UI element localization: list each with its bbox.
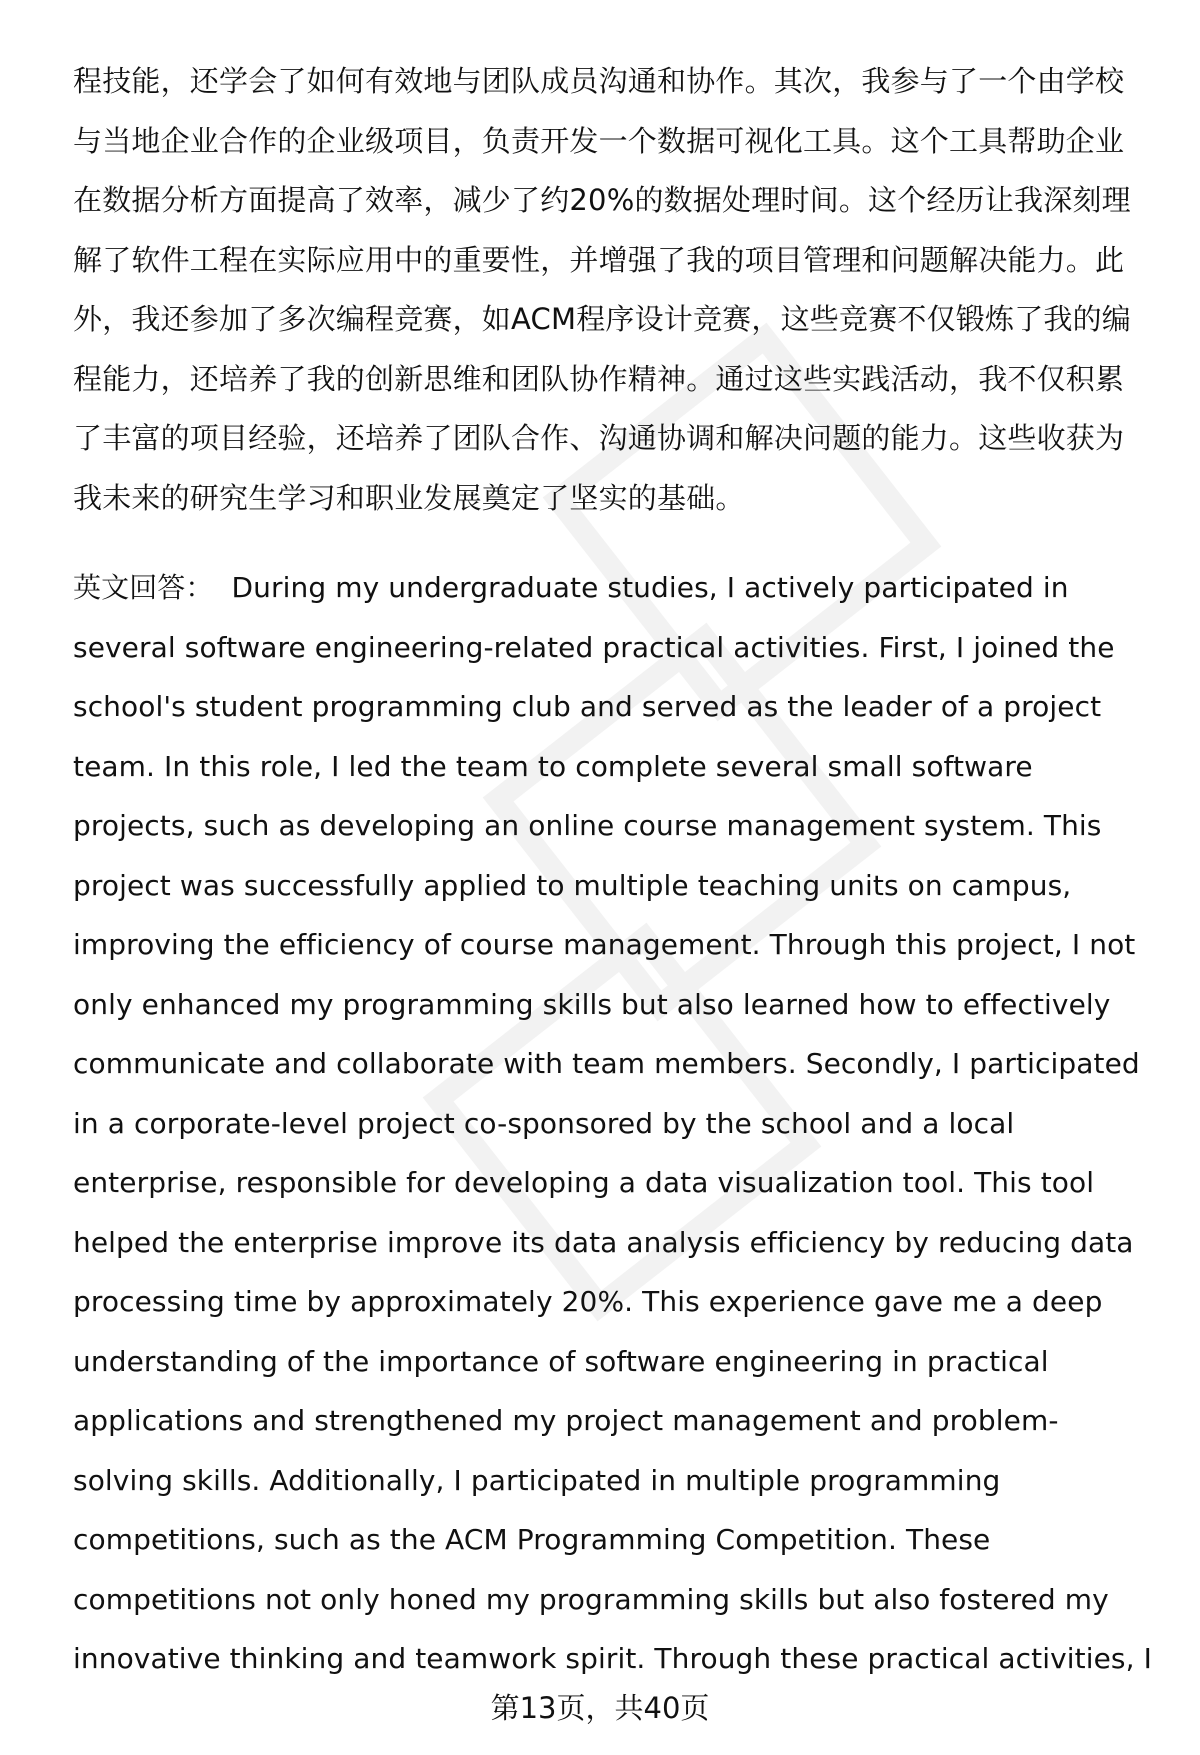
english-answer-paragraph (73, 558, 1153, 1689)
english-paragraph-text: During my undergraduate studies, I actively participated in several software engineering-related practical activities. First, I joined the school's student programming club and served as the leader of a project team. In this role, I led the team to complete several small software projects, such as developing an online course management system. This project was successfully applied to multiple teaching units on campus, improving the efficiency of course management. Through this project, I not only enhanced my programming skills but also learned how to effectively communicate and collaborate with team members. Secondly, I participated in a corporate-level project co-sponsored by the school and a local enterprise, responsible for developing a data visualization tool. This tool helped the enterprise improve its data analysis efficiency by reducing data processing time by approximately 20%. This experience gave me a deep understanding of the importance of software engineering in practical applications and strengthened my project management and problem-solving skills. Additionally, I participated in multiple programming competitions, such as the ACM Programming Competition. These competitions not only honed my programming skills but also fostered my innovative thinking and teamwork spirit. Through these practical activities, I (73, 571, 1152, 1675)
answer-label: 英文回答： (73, 571, 214, 604)
page-number-footer: 第13页，共40页 (490, 1691, 710, 1725)
chinese-paragraph: 程技能，还学会了如何有效地与团队成员沟通和协作。其次，我参与了一个由学校与当地企业合作的企业级项目，负责开发一个数据可视化工具。这个工具帮助企业在数据分析方面提高了效率，减少了约20%的数据处理时间。这个经历让我深刻理解了软件工程在实际应用中的重要性，并增强了我的项目管理和问题解决能力。此外，我还参加了多次编程竞赛，如ACM程序设计竞赛，这些竞赛不仅锻炼了我的编程能力，还培养了我的创新思维和团队协作精神。通过这些实践活动，我不仅积累了丰富的项目经验，还培养了团队合作、沟通协调和解决问题的能力。这些收获为我未来的研究生学习和职业发展奠定了坚实的基础。 (73, 64, 1131, 515)
document-body (73, 52, 1153, 1689)
